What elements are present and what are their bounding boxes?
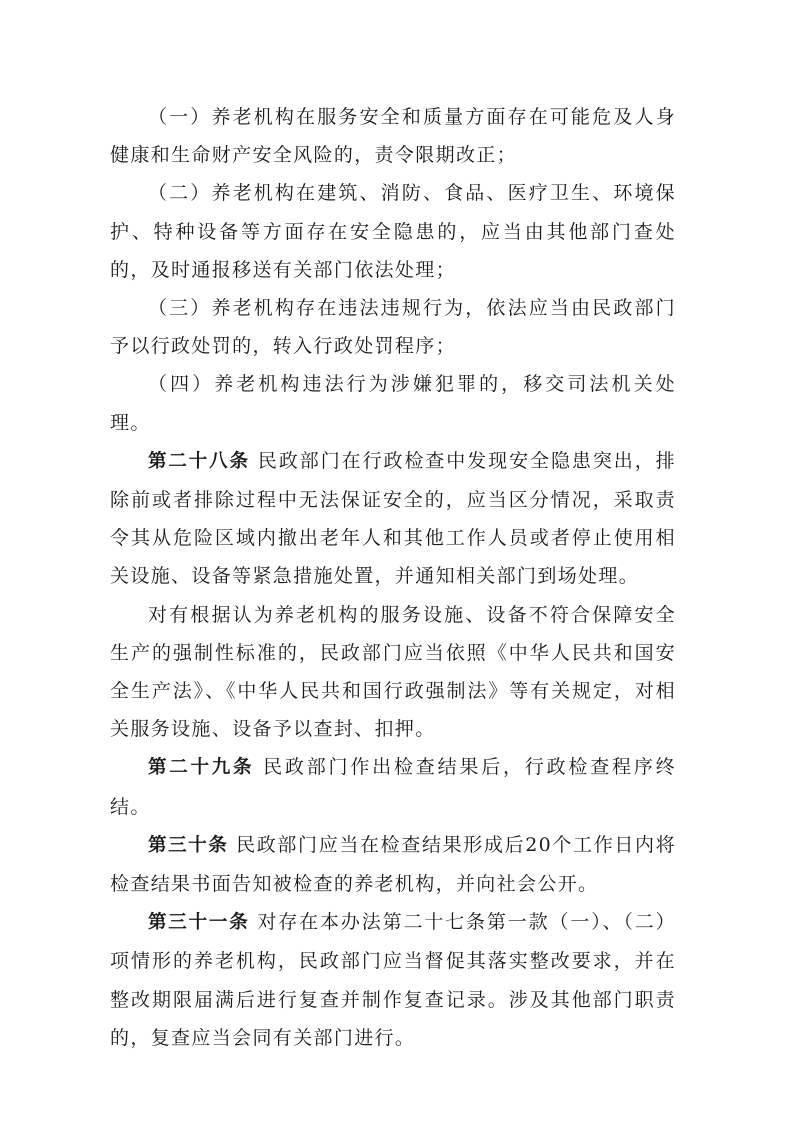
document-body — [110, 98, 676, 1057]
paragraph-item-4 — [110, 365, 676, 441]
paragraph-item-3 — [110, 289, 676, 365]
article-number: 第二十九条 — [148, 757, 255, 779]
article-text: 民政部门作出检查结果后，行政检查程序终结。 — [110, 756, 676, 818]
paragraph-text: （三）养老机构存在违法违规行为，依法应当由民政部门予以行政处罚的，转入行政处罚程序； — [110, 297, 676, 358]
paragraph-text: （二）养老机构在建筑、消防、食品、医疗卫生、环境保护、特种设备等方面存在安全隐患的，应当由其他部门查处的，及时通报移送有关部门依法处理； — [110, 182, 676, 281]
article-28 — [110, 442, 676, 596]
article-number: 第二十八条 — [148, 450, 250, 472]
article-text: 民政部门应当在检查结果形成后20个工作日内将检查结果书面告知被检查的养老机构，并向社会公开。 — [110, 833, 676, 896]
article-number: 第三十一条 — [148, 912, 250, 934]
article-31 — [110, 903, 676, 1057]
paragraph-item-1 — [110, 98, 676, 174]
article-28-paragraph-2 — [110, 596, 676, 749]
article-30 — [110, 826, 676, 903]
paragraph-text: 对有根据认为养老机构的服务设施、设备不符合保障安全生产的强制性标准的，民政部门应当依照《中华人民共和国安全生产法》、《中华人民共和国行政强制法》等有关规定，对相关服务设施、设备予以查封、扣押。 — [110, 603, 676, 741]
article-text: 对存在本办法第二十七条第一款（一）、（二）项情形的养老机构，民政部门应当督促其落实整改要求，并在整改期限届满后进行复查并制作复查记录。涉及其他部门职责的，复查应当会同有关部门进行。 — [110, 911, 676, 1049]
article-29 — [110, 748, 676, 825]
paragraph-text: （四）养老机构违法行为涉嫌犯罪的，移交司法机关处理。 — [110, 373, 676, 434]
paragraph-text: （一）养老机构在服务安全和质量方面存在可能危及人身健康和生命财产安全风险的，责令限期改正； — [110, 106, 676, 167]
article-text: 民政部门在行政检查中发现安全隐患突出，排除前或者排除过程中无法保证安全的，应当区分情况，采取责令其从危险区域内撤出老年人和其他工作人员或者停止使用相关设施、设备等紧急措施处置，并通知相关部门到场处理。 — [110, 449, 676, 588]
paragraph-item-2 — [110, 174, 676, 289]
article-number: 第三十条 — [148, 834, 229, 856]
